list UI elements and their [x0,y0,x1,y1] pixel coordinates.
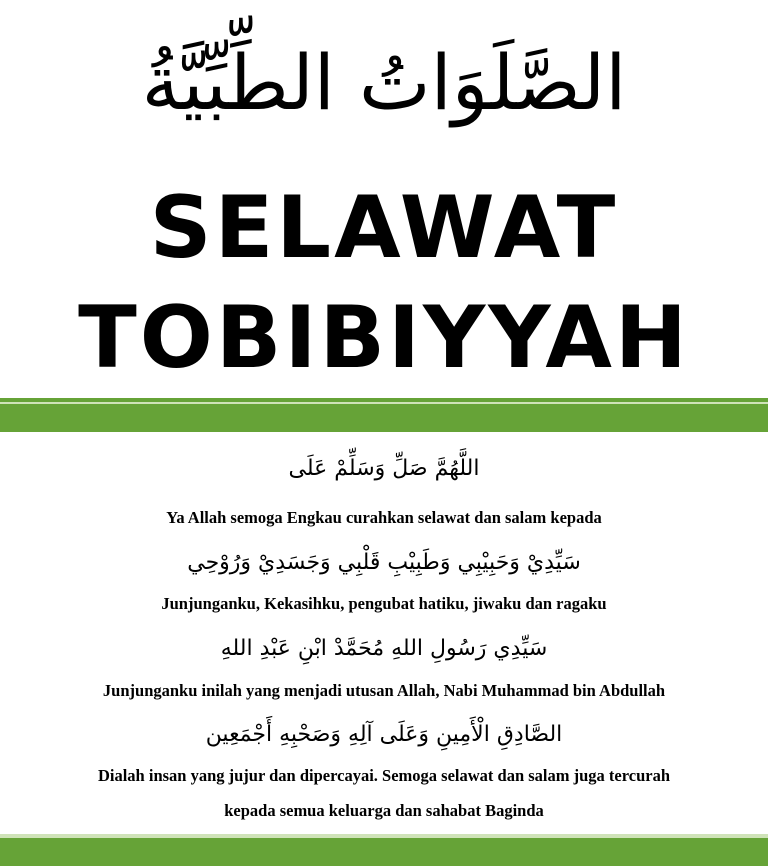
divider-highlight [0,402,768,404]
verse-4-arabic: الصَّادِقِ الْأَمِينِ وَعَلَى آلِهِ وَصَحْبِهِ أَجْمَعِين [205,722,563,747]
green-divider-bottom [0,834,768,866]
verse-4-translation-line-2: kepada semua keluarga dan sahabat Baginda [224,801,544,820]
verse-2-arabic: سَيِّدِيْ وَحَبِيْبِي وَطَبِيْبِ قَلْبِي وَجَسَدِيْ وَرُوْحِي [187,550,581,575]
verse-2-translation: Junjunganku, Kekasihku, pengubat hatiku, jiwaku dan ragaku [161,594,607,613]
divider-highlight [0,834,768,838]
arabic-title: الصَّلَوَاتُ الطِّبِّيَّةُ [141,38,627,127]
green-divider-top [0,398,768,432]
title-line-2: TOBIBIYYAH [78,288,690,388]
verse-4-translation-line-1: Dialah insan yang jujur dan dipercayai. Semoga selawat dan salam juga tercurah [97,766,671,785]
verse-1-arabic: اللَّهُمَّ صَلِّ وَسَلِّمْ عَلَى [288,456,480,481]
verse-3-arabic: سَيِّدِي رَسُولِ اللهِ مُحَمَّدْ ابْنِ عَبْدِ اللهِ [220,636,548,661]
verse-3-translation: Junjunganku inilah yang menjadi utusan Allah, Nabi Muhammad bin Abdullah [102,681,666,700]
title-line-1: SELAWAT [149,178,619,278]
verse-1-translation: Ya Allah semoga Engkau curahkan selawat dan salam kepada [166,508,602,527]
